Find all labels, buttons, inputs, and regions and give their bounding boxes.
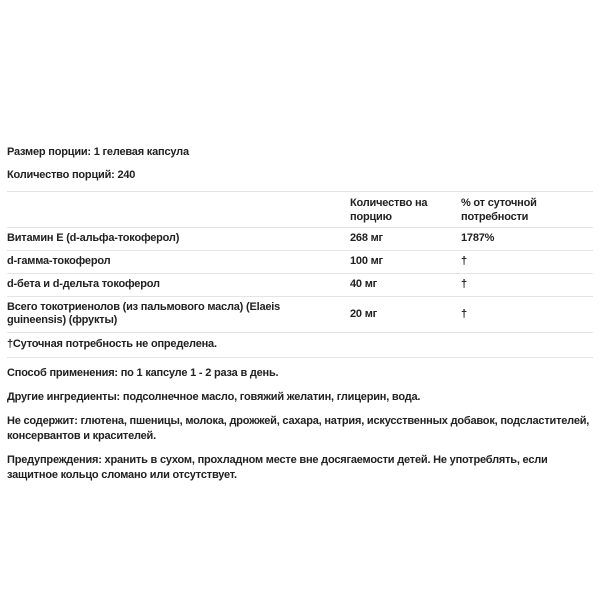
column-header-daily-value: % от суточной потребности <box>461 197 537 223</box>
nutrient-daily-value: † <box>461 307 467 320</box>
servings-count-text: Количество порций: 240 <box>7 169 136 181</box>
nutrient-amount: 40 мг <box>350 278 378 290</box>
warnings-text: Предупреждения: хранить в сухом, прохладном месте вне досягаемости детей. Не употреблять, если защитное кольцо сломано или отсутствует. <box>7 454 548 481</box>
nutrient-name: d-гамма-токоферол <box>7 255 111 267</box>
table-header-row <box>7 192 593 228</box>
nutrient-daily-value: 1787% <box>461 232 495 244</box>
nutrient-amount: 268 мг <box>350 232 383 244</box>
other-ingredients-text: Другие ингредиенты: подсолнечное масло, говяжий желатин, глицерин, вода. <box>7 391 421 403</box>
table-row <box>7 251 593 274</box>
nutrient-amount: 100 мг <box>350 255 383 267</box>
table-row <box>7 297 593 333</box>
nutrient-amount: 20 мг <box>350 307 378 320</box>
nutrient-name: Всего токотриенолов (из пальмового масла) (Elaeis guineensis) (фрукты) <box>7 301 281 326</box>
info-paragraphs <box>7 366 593 483</box>
daily-value-footnote: †Суточная потребность не определена. <box>7 333 593 358</box>
table-row <box>7 228 593 251</box>
nutrient-name: Витамин E (d-альфа-токоферол) <box>7 232 180 244</box>
table-row <box>7 274 593 297</box>
supplement-facts-content <box>7 146 593 492</box>
directions-text: Способ применения: по 1 капсуле 1 - 2 раза в день. <box>7 367 279 379</box>
column-header-amount: Количество на порцию <box>350 197 428 223</box>
free-of-text: Не содержит: глютена, пшеницы, молока, дрожжей, сахара, натрия, искусственных добавок, подсластителей, консервантов и красителей. <box>7 415 590 442</box>
serving-size-text: Размер порции: 1 гелевая капсула <box>7 146 189 158</box>
nutrient-name: d-бета и d-дельта токоферол <box>7 278 160 290</box>
nutrient-daily-value: † <box>461 255 467 267</box>
nutrient-daily-value: † <box>461 278 467 290</box>
